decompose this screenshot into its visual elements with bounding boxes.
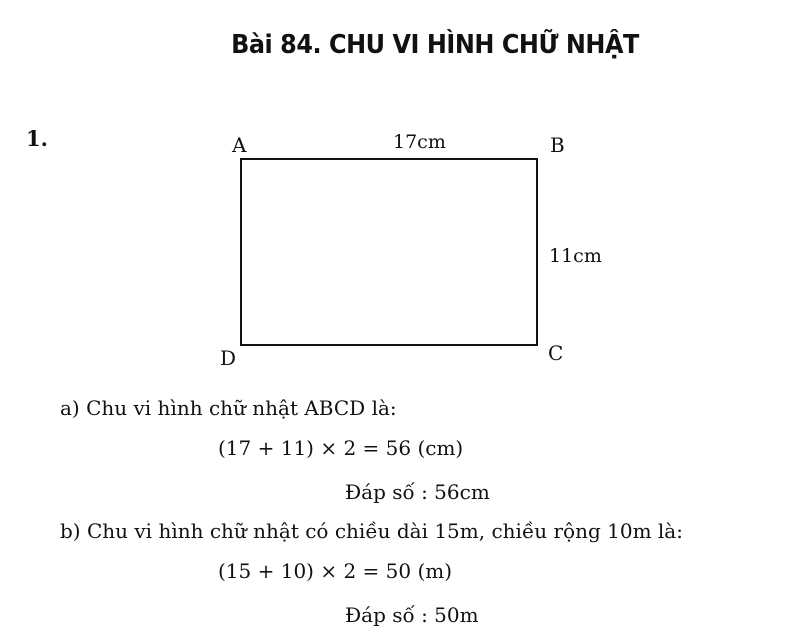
part-a-calculation: (17 + 11) × 2 = 56 (cm)	[218, 436, 464, 460]
part-b-answer: Đáp số : 50m	[345, 603, 479, 627]
part-a-statement: a) Chu vi hình chữ nhật ABCD là:	[60, 396, 397, 420]
part-b-calculation: (15 + 10) × 2 = 50 (m)	[218, 559, 453, 583]
part-b-statement: b) Chu vi hình chữ nhật có chiều dài 15m, chiều rộng 10m là:	[60, 519, 683, 543]
vertex-c-label: C	[548, 341, 564, 365]
vertex-d-label: D	[220, 346, 237, 370]
vertex-b-label: B	[550, 133, 565, 157]
page-title: Bài 84. CHU VI HÌNH CHỮ NHẬT	[231, 30, 639, 60]
exercise-number: 1.	[26, 126, 48, 151]
top-side-length: 17cm	[393, 131, 446, 153]
rectangle-abcd	[240, 158, 538, 346]
right-side-length: 11cm	[549, 245, 602, 267]
vertex-a-label: A	[232, 133, 247, 157]
part-a-answer: Đáp số : 56cm	[345, 480, 490, 504]
